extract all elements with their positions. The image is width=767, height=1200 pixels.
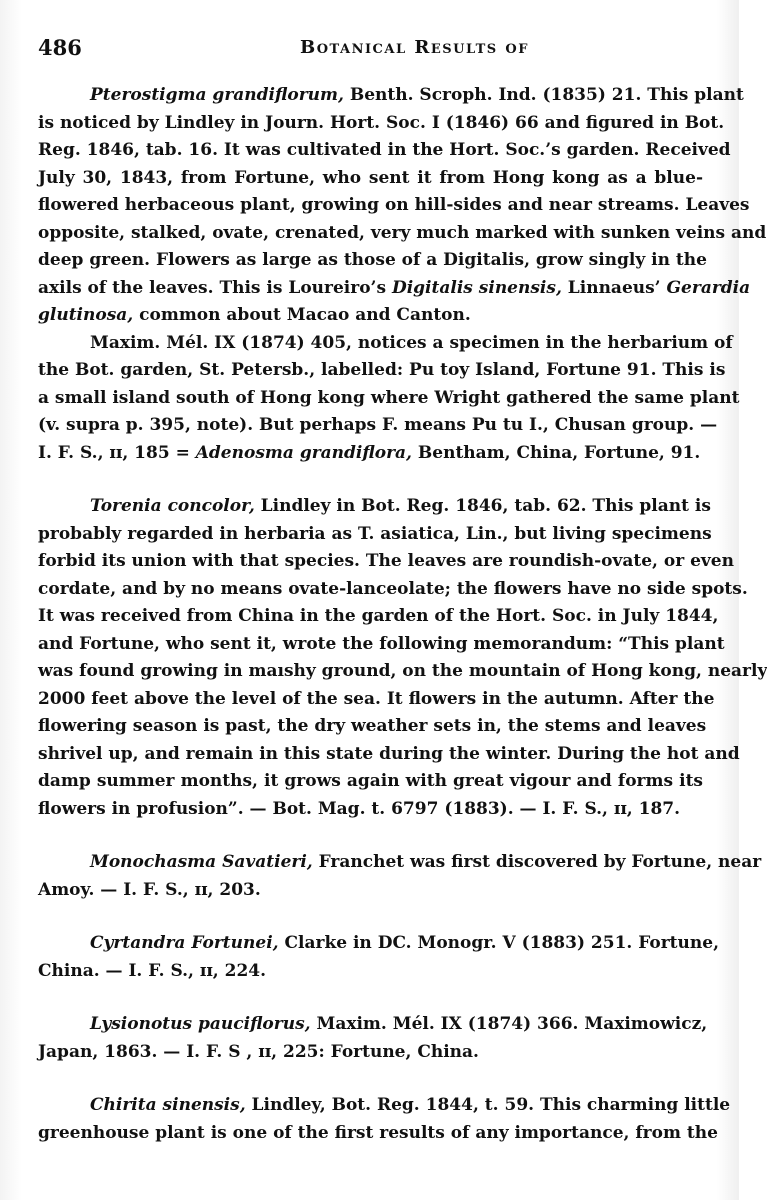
species-name: Torenia concolor, <box>90 496 255 516</box>
text-line: flowered herbaceous plant, growing on hill-sides and near streams. Leaves <box>38 195 750 215</box>
text-line: shrivel up, and remain in this state during the winter. During the hot and <box>38 743 740 764</box>
running-title: Botanical Results of <box>300 37 529 58</box>
text-line: axils of the leaves. This is Loureiro’s Digitalis sinensis, Linnaeus’ Gerardia <box>38 277 751 298</box>
text-line: damp summer months, it grows again with great vigour and forms its <box>38 771 703 791</box>
species-name: glutinosa, <box>38 305 134 325</box>
text-line: probably regarded in herbaria as T. asiatica, Lin., but living specimens <box>38 523 712 544</box>
entry-torenia <box>38 493 767 823</box>
text-line: greenhouse plant is one of the first results of any importance, from the <box>38 1122 718 1143</box>
species-name: Gerardia <box>666 277 751 298</box>
text-line: Torenia concolor, Lindley in Bot. Reg. 1846, tab. 62. This plant is <box>90 496 711 516</box>
text-line: flowering season is past, the dry weather sets in, the stems and leaves <box>38 716 707 736</box>
species-name: Adenosma grandiflora, <box>195 442 412 463</box>
page-number: 486 <box>38 35 82 60</box>
text-line: Cyrtandra Fortunei, Clarke in DC. Monogr. V (1883) 251. Fortune, <box>90 933 719 953</box>
text-line: glutinosa, common about Macao and Canton. <box>38 305 471 325</box>
text-line: 2000 feet above the level of the sea. It flowers in the autumn. After the <box>38 688 715 709</box>
species-name: Pterostigma grandiflorum, <box>90 85 344 105</box>
text-line: China. — I. F. S., ɪɪ, 224. <box>38 960 267 981</box>
text-line: the Bot. garden, St. Petersb., labelled: Pu toy Island, Fortune 91. This is <box>38 360 726 380</box>
text-line: a small island south of Hong kong where Wright gathered the same plant <box>38 387 740 408</box>
text-line: It was received from China in the garden of the Hort. Soc. in July 1844, <box>38 606 719 626</box>
text-line: Pterostigma grandiflorum, Benth. Scroph. Ind. (1835) 21. This plant <box>90 85 744 105</box>
text-line: flowers in profusion”. — Bot. Mag. t. 6797 (1883). — I. F. S., ɪɪ, 187. <box>38 798 681 819</box>
text-line: Monochasma Savatieri, Franchet was first discovered by Fortune, near <box>90 852 762 872</box>
entry-lysionotus <box>38 1011 708 1066</box>
species-name: Lysionotus pauciflorus, <box>90 1014 311 1034</box>
text-line: Reg. 1846, tab. 16. It was cultivated in the Hort. Soc.’s garden. Received <box>38 140 731 160</box>
entry-pterostigma <box>38 82 767 330</box>
text-line: and Fortune, who sent it, wrote the following memorandum: “This plant <box>38 633 725 654</box>
species-name: Digitalis sinensis, <box>391 277 562 298</box>
species-name: Monochasma Savatieri, <box>90 852 313 872</box>
running-head <box>38 28 703 68</box>
text-line: was found growing in maıshy ground, on the mountain of Hong kong, nearly <box>38 661 767 681</box>
text-line: forbid its union with that species. The leaves are roundish-ovate, or even <box>38 551 734 571</box>
text-line: Lysionotus pauciflorus, Maxim. Mél. IX (1874) 366. Maximowicz, <box>90 1014 708 1034</box>
text-line: I. F. S., ɪɪ, 185 = Adenosma grandiflora, Bentham, China, Fortune, 91. <box>38 442 701 463</box>
entry-chirita <box>38 1092 731 1147</box>
text-line: Amoy. — I. F. S., ɪɪ, 203. <box>38 879 261 900</box>
text-line: Chirita sinensis, Lindley, Bot. Reg. 1844, t. 59. This charming little <box>90 1095 731 1115</box>
text-line: Maxim. Mél. IX (1874) 405, notices a specimen in the herbarium of <box>90 332 733 353</box>
text-line: deep green. Flowers as large as those of a Digitalis, grow singly in the <box>38 250 707 270</box>
text-line: cordate, and by no means ovate-lanceolate; the flowers have no side spots. <box>38 578 748 599</box>
entry-monochasma <box>38 849 762 904</box>
text-line: July 30, 1843, from Fortune, who sent it from Hong kong as a blue- <box>38 167 703 188</box>
text-line: (v. supra p. 395, note). But perhaps F. means Pu tu I., Chusan group. — <box>38 415 718 435</box>
text-line: Japan, 1863. — I. F. S , ɪɪ, 225: Fortune, China. <box>38 1041 479 1062</box>
paragraph-maxim-note <box>38 330 740 468</box>
text-line: is noticed by Lindley in Journ. Hort. Soc. I (1846) 66 and figured in Bot. <box>38 112 725 133</box>
text-line: opposite, stalked, ovate, crenated, very much marked with sunken veins and <box>38 222 767 243</box>
entry-cyrtandra <box>38 930 719 985</box>
species-name: Cyrtandra Fortunei, <box>90 933 279 953</box>
species-name: Chirita sinensis, <box>90 1095 246 1115</box>
